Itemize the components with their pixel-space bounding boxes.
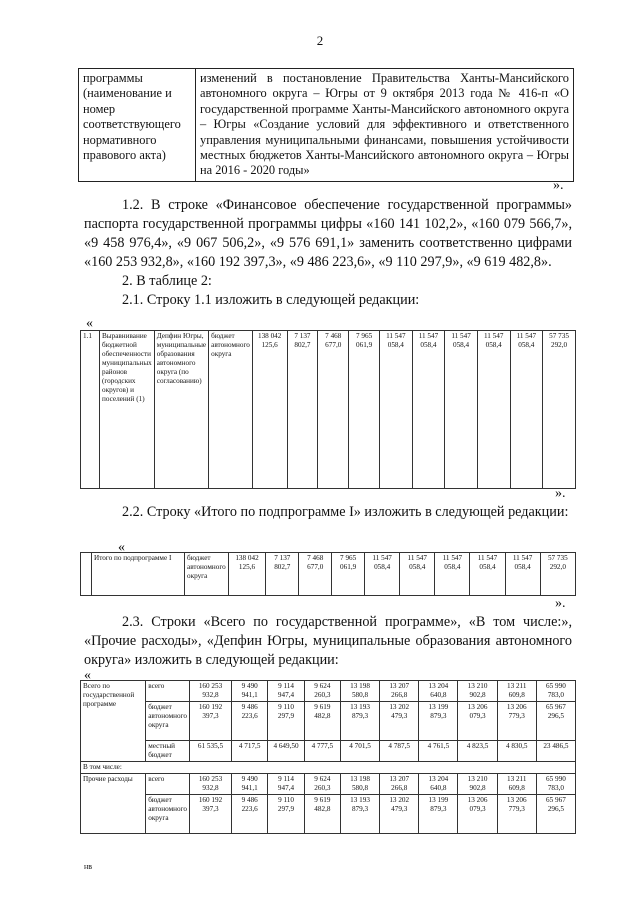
value-cell: 4 777,5	[304, 741, 340, 762]
row-source: бюджет автономного округа	[209, 331, 253, 489]
row-number: 1.1	[81, 331, 100, 489]
value-cell: 9 490 941,1	[232, 681, 268, 702]
row-executor: Депфин Югры, муниципальные образования автономного округа (по согласованию)	[154, 331, 208, 489]
program-text-cell: изменений в постановление Правительства Ханты-Мансийского автономного округа – Югры от 9 октября 2013 года № 416-п «О государственной программе Ханты-Мансийского автономного округа – Югры «Создание условий для эффективного и ответственного управления муниципальными финансами, повышения устойчивости местных бюджетов Ханты-Мансийского автономного округа – Югры на 2016 - 2020 годы»	[196, 69, 574, 182]
value-cell: 13 204 640,8	[419, 681, 458, 702]
value-cell: 9 624 260,3	[304, 774, 340, 795]
value-cell: 11 547 058,4	[400, 553, 435, 596]
quote-close: ».	[555, 596, 566, 611]
value-cell: 13 206 779,3	[497, 702, 536, 741]
value-cell: 138 042 125,6	[252, 331, 287, 489]
value-cell: 13 206 079,3	[458, 702, 497, 741]
table-subtotal	[80, 552, 576, 596]
value-cell: 65 990 783,0	[536, 681, 575, 702]
value-cell: 11 547 058,4	[412, 331, 445, 489]
row-source: бюджет автономного округа	[146, 702, 190, 741]
value-cell: 65 990 783,0	[536, 774, 575, 795]
paragraph-2-3: 2.3. Строки «Всего по государственной программе», «В том числе:», «Прочие расходы», «Депфин Югры, муниципальные образования автономного округа» изложить в следующей редакции:	[84, 614, 572, 668]
value-cell: 61 535,5	[189, 741, 231, 762]
value-cell: 13 199 879,3	[419, 702, 458, 741]
value-cell: 13 207 266,8	[380, 774, 419, 795]
value-cell: 4 761,5	[419, 741, 458, 762]
value-cell: 9 486 223,6	[232, 702, 268, 741]
value-cell: 9 486 223,6	[232, 795, 268, 834]
value-cell: 23 486,5	[536, 741, 575, 762]
value-cell: 65 967 296,5	[536, 795, 575, 834]
value-cell: 9 114 947,4	[268, 774, 305, 795]
value-cell: 7 137 802,7	[266, 553, 299, 596]
program-info-table	[78, 68, 574, 182]
paragraph-2: 2. В таблице 2:	[122, 273, 212, 289]
value-cell: 11 547 058,4	[435, 553, 470, 596]
quote-close: ».	[555, 486, 566, 501]
value-cell: 9 110 297,9	[268, 795, 305, 834]
value-cell: 4 787,5	[380, 741, 419, 762]
value-cell: 9 624 260,3	[304, 681, 340, 702]
value-cell: 11 547 058,4	[470, 553, 505, 596]
program-label-cell: программы (наименование и номер соответствующего нормативного правового акта)	[79, 69, 196, 182]
value-cell: 13 210 902,8	[458, 681, 497, 702]
value-cell: 13 202 479,3	[380, 702, 419, 741]
table-row-1-1	[80, 330, 576, 489]
value-cell: 13 198 580,8	[340, 681, 379, 702]
value-cell: 9 114 947,4	[268, 681, 305, 702]
value-cell: 9 490 941,1	[232, 774, 268, 795]
value-cell: 11 547 058,4	[477, 331, 510, 489]
row-source: всего	[146, 774, 190, 795]
value-cell: 13 211 609,8	[497, 681, 536, 702]
value-cell: 160 253 932,8	[189, 681, 231, 702]
table-totals	[80, 680, 576, 834]
row-name: Выравнивание бюджетной обеспеченности муниципальных районов (городских округов) и поселений (1)	[100, 331, 155, 489]
row-incl-label: В том числе:	[81, 762, 576, 774]
value-cell: 11 547 058,4	[510, 331, 543, 489]
paragraph-1-2: 1.2. В строке «Финансовое обеспечение государственной программы» паспорта государственной программы цифры «160 141 102,2», «160 079 566,7», «9 458 976,4», «9 067 506,2», «9 576 691,1» заменить соответственно цифрами «160 253 932,8», «160 192 397,3», «9 486 223,6», «9 110 297,9», «9 619 482,8».	[84, 197, 572, 270]
value-cell: 11 547 058,4	[365, 553, 400, 596]
quote-open: «	[118, 540, 125, 555]
value-cell: 13 199 879,3	[419, 795, 458, 834]
value-cell: 4 701,5	[340, 741, 379, 762]
row-name-other: Прочие расходы	[81, 774, 146, 834]
row-source: всего	[146, 681, 190, 702]
value-cell: 57 735 292,0	[540, 553, 575, 596]
value-cell: 13 193 879,3	[340, 795, 379, 834]
value-cell: 11 547 058,4	[380, 331, 413, 489]
value-cell: 57 735 292,0	[543, 331, 576, 489]
footer-initials: нв	[84, 862, 93, 871]
value-cell: 4 649,50	[268, 741, 305, 762]
value-cell: 13 193 879,3	[340, 702, 379, 741]
value-cell: 9 619 482,8	[304, 702, 340, 741]
value-cell: 11 547 058,4	[445, 331, 478, 489]
value-cell: 13 202 479,3	[380, 795, 419, 834]
value-cell: 13 210 902,8	[458, 774, 497, 795]
row-name-total: Всего по государственной программе	[81, 681, 146, 762]
value-cell: 4 717,5	[232, 741, 268, 762]
value-cell: 13 211 609,8	[497, 774, 536, 795]
page-number: 2	[316, 33, 324, 48]
value-cell: 7 468 677,0	[318, 331, 349, 489]
value-cell: 7 965 061,9	[332, 553, 365, 596]
value-cell: 7 137 802,7	[287, 331, 318, 489]
row-source: бюджет автономного округа	[185, 553, 229, 596]
value-cell: 13 204 640,8	[419, 774, 458, 795]
row-source: местный бюджет	[146, 741, 190, 762]
quote-open: «	[84, 668, 91, 683]
paragraph-2-2: 2.2. Строку «Итого по подпрограмме I» изложить в следующей редакции:	[122, 504, 569, 520]
value-cell: 13 206 779,3	[497, 795, 536, 834]
quote-close: ».	[553, 178, 564, 193]
row-source: бюджет автономного округа	[146, 795, 190, 834]
value-cell: 65 967 296,5	[536, 702, 575, 741]
quote-open: «	[86, 316, 93, 331]
row-name: Итого по подпрограмме I	[92, 553, 185, 596]
value-cell: 4 830,5	[497, 741, 536, 762]
value-cell: 138 042 125,6	[228, 553, 266, 596]
value-cell: 160 192 397,3	[189, 702, 231, 741]
value-cell: 13 206 079,3	[458, 795, 497, 834]
value-cell: 7 468 677,0	[299, 553, 332, 596]
paragraph-2-1: 2.1. Строку 1.1 изложить в следующей редакции:	[122, 292, 420, 308]
value-cell: 11 547 058,4	[505, 553, 540, 596]
value-cell: 13 198 580,8	[340, 774, 379, 795]
value-cell: 4 823,5	[458, 741, 497, 762]
value-cell: 9 110 297,9	[268, 702, 305, 741]
value-cell: 160 253 932,8	[189, 774, 231, 795]
value-cell: 160 192 397,3	[189, 795, 231, 834]
value-cell: 9 619 482,8	[304, 795, 340, 834]
value-cell: 7 965 061,9	[349, 331, 380, 489]
value-cell: 13 207 266,8	[380, 681, 419, 702]
